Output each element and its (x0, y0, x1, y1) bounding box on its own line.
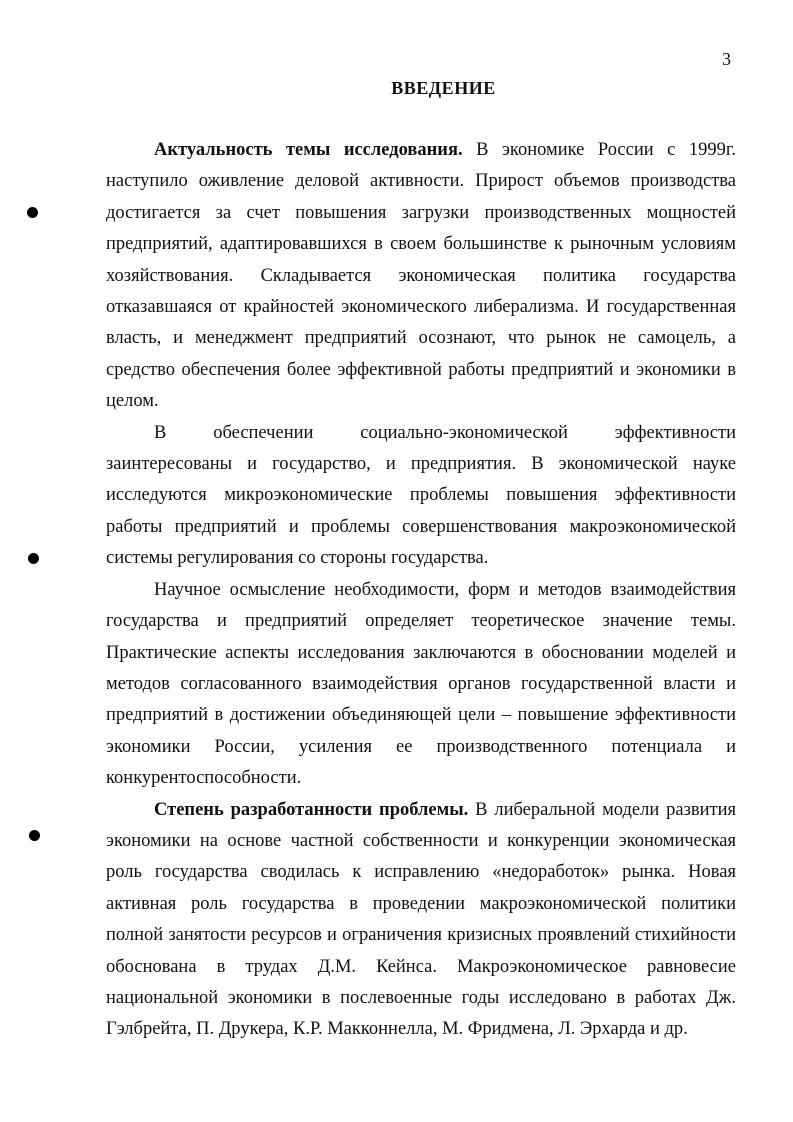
paragraph-relevance (106, 135, 736, 418)
page-number: 3 (722, 49, 731, 69)
paragraph-text: В экономике России с 1999г. наступило оживление деловой активности. Прирост объемов производства достигается за счет повышения загрузки производственных мощностей предприятий, адаптировавшихся в своем большинстве к рыночным условиям хозяйствования. Складывается экономическая политика государства отказавшаяся от крайностей экономического либерализма. И государственная власть, и менеджмент предприятий осознают, что рынок не самоцель, а средство обеспечения более эффективной работы предприятий и экономики в целом. (106, 140, 737, 412)
body-text (106, 135, 736, 1046)
paragraph-lead: Степень разработанности проблемы. (154, 799, 469, 820)
paragraph-text: Научное осмысление необходимости, форм и методов взаимодействия государства и предприятий определяет теоретическое значение темы. Практические аспекты исследования заключаются в обосновании моделей и методов согласованного взаимодействия органов государственной власти и предприятий в достижении объединяющей цели – повышение эффективности экономики России, усиления ее производственного потенциала и конкурентоспособности. (106, 579, 736, 789)
paragraph-development-degree (106, 795, 736, 1046)
page-title: ВВЕДЕНИЕ (391, 78, 496, 98)
margin-bullet-mark (28, 553, 39, 564)
margin-bullet-mark (27, 207, 38, 218)
margin-bullet-mark (29, 830, 40, 841)
paragraph-lead: Актуальность темы исследования. (154, 140, 463, 160)
paragraph-efficiency (106, 418, 736, 575)
paragraph-text: В обеспечении социально-экономической эффективности заинтересованы и государство, и предприятия. В экономической науке исследуются микроэкономические проблемы повышения эффективности работы предприятий и проблемы совершенствования макроэкономической системы регулирования со стороны государства. (106, 422, 736, 569)
paragraph-significance (106, 575, 736, 795)
paragraph-text: В либеральной модели развития экономики на основе частной собственности и конкуренции экономическая роль государства сводилась к исправлению «недоработок» рынка. Новая активная роль государства в проведении макроэкономической политики полной занятости ресурсов и ограничения кризисных проявлений стихийности обоснована в трудах Д.М. Кейнса. Макроэкономическое равновесие национальной экономики в послевоенные годы исследовано в работах Дж. Гэлбрейта, П. Друкера, К.Р. Макконнелла, М. Фридмена, Л. Эрхарда и др. (106, 799, 737, 1040)
